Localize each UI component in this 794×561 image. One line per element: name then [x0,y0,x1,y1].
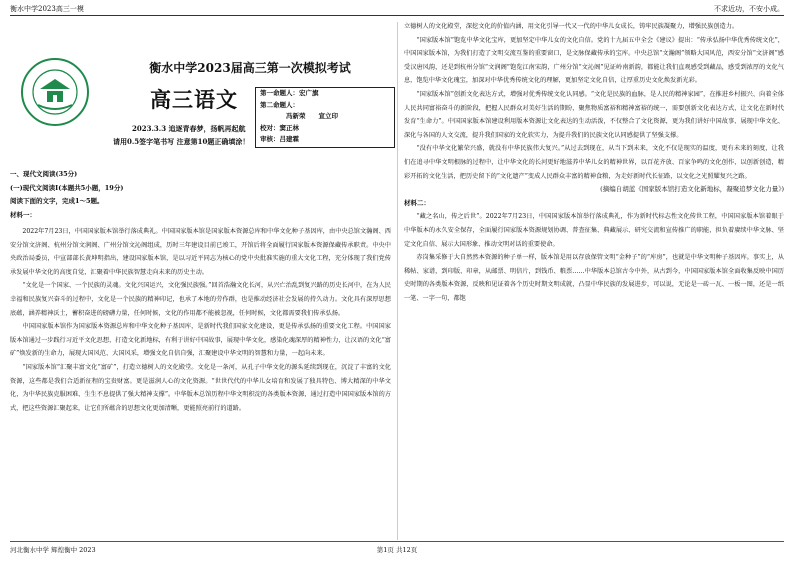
left-paragraph-1: 2022年7月23日，中国国家版本馆举行落成典礼。中国国家版本馆是国家版本资源总库和中华文化种子基因库，由中央总馆文瀚阁、西安分馆文济阁、杭州分馆文润阁、广州分馆文沁阁组成，历时三年建设目前已竣工，开馆后将全面履行国家版本资源保藏传承职责。中央中央政治局委员，中宣部部长黄坤明指出，建设国家版本馆，是以习近平同志为核心的党中央批准实施的重大文化工程，充分体现了我们党传承发展中华文化的高度自觉，汇聚着中华民族智慧走向未来的历史主动。 [10,228,391,276]
footer-rule [10,541,784,542]
subsection-heading: (一)现代文阅读Ⅰ(本题共5小题，19分) [10,183,124,192]
info-line1: 第一命题人：宏广旗 [260,89,319,97]
info-line5: 审核：吕建霖 [260,135,299,143]
school-logo [20,57,90,127]
left-paragraph-2: “文化是一个国家、一个民族的灵魂。文化兴国运兴，文化强民族强。”回首浩瀚文化长河，从兴亡治乱到复兴路的历史长河中，在为人民幸福和民族复兴奋斗的过程中，文化是一个民族的精神印记，也承了本地的劳作群，也是推动经济社会发展的持久动力。文化具有深厚思想底蕴，涵养精神沃土，蓄积奋进的磅礴力量，任何时候，文化的作用都不能被忽视，任何时候，文化都需要我们传承弘扬。 [10,282,391,317]
left-paragraph-3: 中国国家版本馆作为国家版本资源总库和中华文化种子基因库，是新时代我们国家文化建设，更是传承弘扬的重要文化工程。中国国家版本馆通过一步践行习近平文化思想，打造文化新地标，有利于讲好中国故事，展现中华文化，感染化魂深厚的精神性力，让汉语的文化“富矿”焕发新的生命力，展现大国风范、大国风采，增强文化自信自强，汇聚建设中华文明的智慧和力量，一起向未来。 [10,323,391,358]
subject-title: 高三语文 [150,87,238,112]
info-line2: 第二命题人： [260,100,299,109]
material-two-label: 材料二： [404,198,430,207]
material-two-paragraph-1: “藏之名山，传之后世”。2022年7月23日，中国国家版本馆举行落成典礼，作为新时代标志性文化传世工程，中国国家版本馆着眼于中华版本的永久安全保存，全面履行国家版本资源规划协调、普查征集、典藏展示、研究交流和宣传推广的职能，担负着赓续中华文脉、坚定文化自信、展示大国形象、推动文明对话的重要使命。 [404,213,784,248]
author-info-box [255,87,395,148]
running-header-right: 不求近功，不安小成。 [714,5,784,13]
date-slogan: 2023.3.3 追逐青春梦，扬帆再起航 [132,124,246,133]
reading-instruction: 阅读下面的文字，完成1～5题。 [10,197,104,206]
running-header-left: 衡水中学2023高三一模 [10,5,84,13]
section-heading: 一、现代文阅读(35分) [10,170,78,178]
exam-instruction: 请用0.5签字笔书写 注意第10题正确填涂！ [113,137,250,146]
section-headings [10,168,390,222]
material-two-paragraph-2: 赤岗集采修于大自然然本资源的种子单一样，版本馆是用以存放保管文明“金种子”的“库房”，也就是中华文明种子基因库。事实上，从稀帖、家谱，到印版、印章，从邮票、明信片，到钱币、粮票……中华版本总馆古今中外，从古到今，中国国家版本馆全面收集反映中国历史时期的各类版本资源，反映和见证着各个历史时期文明成就，凸显中华民族的发展进步，可以说，无论是一砖一瓦、一板一图，还是一纸一笔、一字一句，都饱 [404,254,784,302]
info-line4: 校对：窦正林 [260,123,299,132]
right-paragraph-4: “没有中华文化繁荣兴盛，就没有中华民族伟大复兴。”从过去到现在，从当下到未来，文化不仅是现实的温度，更有未来的刻度，让我们在追寻中华文明根脉的过程中，让中华文化的长河更好地滋养中华儿女的精神世界，以百花齐放、百家争鸣的文化创作，以创新创造，精彩开拓的文化生活，把历史留下的“文化遗产”变成人民群众丰富的精神食粮，为走好新时代长征路，以文化之光照耀复兴之路。 [404,145,784,180]
right-paragraph-1: 立德树人的文化殿堂，深挖文化的价值内涵，用文化引导一代又一代的中华儿女成长，铸牢民族凝聚力，增强民族创造力。 [404,23,739,30]
page-number: 第1页 共12页 [376,546,418,554]
column-divider [397,22,398,540]
footer-left: 河北衡水中学 辉煌衡中 2023 [10,546,96,554]
left-body [10,225,391,537]
right-paragraph-3: “国家版本馆”创新文化表达方式，增强对优秀传统文化认同感。“文化是民族的血脉，是人民的精神家园”，在推进乡村振兴、向着全体人民共同富裕奋斗的新阶段，把握人民群众对美好生活的期盼，聚焦物质富裕和精神富裕的统一，需要创新文化表达方式，让文化在新时代发育“生命力”。中国国家版本馆建设利用版本资源让文化表达的生动活泼，不仅整合了文化资源，更为我们讲好中国故事、展现中华文化、深化与各国的人文交流，提升我们国家的文化软实力，为提升我们的民族文化认同感提供了坚强支撑。 [404,90,784,139]
header-rule [10,15,784,16]
exam-title: 衡水中学2023届高三第一次模拟考试 [149,61,351,75]
left-paragraph-4: “国家版本馆”汇聚丰富文化“富矿”，打造立德树人的文化殿堂。文化是一条河，从孔子中华文化的源头延续到现在，沉淀了丰富的文化资源，这些都是我们合适新征程的宝贵财富。更是滋润人心的文化资源。“世世代代的中华儿女培育和发展了独具特色、博大精深的中华文化，为中华民族克服困难、生生不息提供了强大精神支撑”。中华版本总馆历程中华文明积淀的各类版本资源，通过打造中国国家版本馆的方式，把这些资源汇聚起来，让它们所蕴含的思想文化更加清晰，更能照亮前行的道路。 [10,363,391,412]
material-one-label: 材料一： [10,210,36,219]
right-body [404,20,784,537]
right-paragraph-2: “国家版本馆”饱览中华文化宝库，更加坚定中华儿女的文化自信。党的十九届五中全会《建议》提出：“传承弘扬中华优秀传统文化”，中国国家版本馆，为我们打造了文明交流互鉴的重要窗口，是文脉保藏传承的宝库。中央总馆“文瀚阁”领略大国风范，西安分馆“文济阁”感受汉唐风韵，还是到杭州分馆“文润阁”饱览江南宋韵，广州分馆“文沁阁”见证岭南新韵，都能让我们直观感受到藏品，感受到浓厚的文化气息，饱览中华文化瑰宝，加深对中华优秀传统文化的理解，更加坚定文化自信，让厚重历史文化焕发新光彩。 [404,36,784,85]
source-citation: (摘编自胡蓝《国家版本馆打造文化新地标，凝聚追梦文化力量》) [600,185,784,194]
info-line3: 冯新荣 宣立印 [286,112,338,120]
